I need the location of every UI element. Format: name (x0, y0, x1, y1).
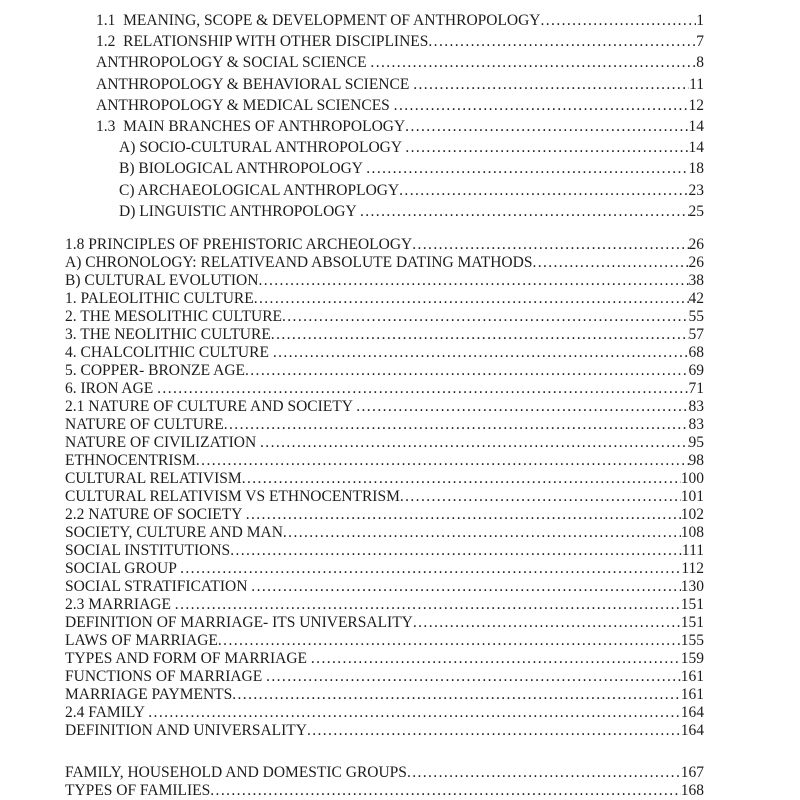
toc-entry[interactable] (65, 201, 704, 222)
toc-entry[interactable] (65, 137, 704, 158)
toc-entry[interactable] (65, 52, 704, 73)
dot-leader (242, 470, 681, 488)
dot-leader (273, 344, 689, 362)
toc-entry-page-number: 167 (680, 764, 704, 782)
toc-entry[interactable] (65, 272, 704, 290)
toc-entry-label: SOCIETY, CULTURE AND MAN (65, 524, 283, 542)
toc-entry-label: SOCIAL INSTITUTIONS (65, 542, 231, 560)
dot-leader (370, 52, 696, 73)
dot-leader (148, 704, 680, 722)
toc-entry-label: D) LINGUISTIC ANTHROPOLOGY (119, 202, 360, 220)
toc-entry[interactable] (65, 10, 704, 31)
dot-leader (271, 326, 689, 344)
toc-entry-label: ANTHROPOLOGY & BEHAVIORAL SCIENCE (96, 75, 414, 93)
toc-entry-label: 1.3 MAIN BRANCHES OF ANTHROPOLOGY (96, 118, 406, 136)
toc-entry[interactable] (65, 326, 704, 344)
dot-leader (175, 596, 681, 614)
dot-leader (428, 31, 696, 52)
toc-entry[interactable] (65, 434, 704, 452)
toc-entry-page-number: 69 (688, 362, 704, 380)
toc-entry-label: FAMILY, HOUSEHOLD AND DOMESTIC GROUPS (65, 764, 407, 782)
dot-leader (282, 308, 689, 326)
toc-entry-page-number: 161 (680, 686, 704, 704)
toc-entry-page-number: 101 (680, 488, 704, 506)
toc-entry[interactable] (65, 398, 704, 416)
dot-leader (266, 668, 681, 686)
dot-leader (230, 542, 682, 560)
toc-entry-page-number: 11 (689, 75, 704, 93)
dot-leader (218, 632, 681, 650)
toc-entry-label: 3. THE NEOLITHIC CULTURE (65, 326, 271, 344)
toc-entry-page-number: 83 (688, 416, 704, 434)
toc-entry-page-number: 42 (688, 290, 704, 308)
toc-entry-page-number: 161 (680, 668, 704, 686)
dot-leader (412, 236, 688, 254)
dot-leader (260, 434, 688, 452)
toc-entry[interactable] (65, 290, 704, 308)
toc-entry[interactable] (65, 488, 704, 506)
dot-leader (254, 290, 689, 308)
toc-entry-page-number: 168 (680, 782, 704, 800)
toc-entry[interactable] (65, 31, 704, 52)
toc-entry[interactable] (65, 764, 704, 782)
toc-entry-label: 1. PALEOLITHIC CULTURE (65, 290, 254, 308)
toc-entry-page-number: 18 (688, 160, 704, 178)
toc-entry-page-number: 83 (688, 398, 704, 416)
toc-entry[interactable] (65, 416, 704, 434)
dot-leader (245, 362, 689, 380)
dot-leader (407, 764, 681, 782)
toc-entry-label: A) CHRONOLOGY: RELATIVEAND ABSOLUTE DATING MATHODS (65, 254, 533, 272)
toc-entry[interactable] (65, 782, 704, 800)
toc-entry-label: 2.1 NATURE OF CULTURE AND SOCIETY (65, 398, 357, 416)
toc-entry-page-number: 55 (688, 308, 704, 326)
toc-entry-label: CULTURAL RELATIVISM (65, 470, 242, 488)
toc-entry-label: ETHNOCENTRISM (65, 452, 196, 470)
dot-leader (360, 201, 689, 222)
toc-entry-page-number: 151 (680, 596, 704, 614)
toc-entry[interactable] (65, 180, 704, 201)
toc-section-chapter-1-overview (65, 10, 704, 222)
toc-entry-page-number: 68 (688, 344, 704, 362)
toc-entry[interactable] (65, 578, 704, 596)
toc-entry-label: ANTHROPOLOGY & SOCIAL SCIENCE (96, 54, 371, 72)
toc-entry[interactable] (65, 542, 704, 560)
dot-leader (251, 578, 680, 596)
toc-entry-page-number: 26 (688, 236, 704, 254)
toc-entry-page-number: 98 (688, 452, 704, 470)
toc-entry-page-number: 14 (688, 139, 704, 157)
toc-entry[interactable] (65, 650, 704, 668)
dot-leader (394, 95, 689, 116)
toc-entry-page-number: 12 (688, 96, 704, 114)
toc-entry-page-number: 25 (688, 202, 704, 220)
toc-entry-page-number: 23 (688, 181, 704, 199)
toc-entry-label: 4. CHALCOLITHIC CULTURE (65, 344, 273, 362)
dot-leader (258, 272, 688, 290)
toc-entry-label: 2.3 MARRIAGE (65, 596, 175, 614)
toc-entry[interactable] (65, 344, 704, 362)
toc-entry[interactable] (65, 95, 704, 116)
toc-entry-label: FUNCTIONS OF MARRIAGE (65, 668, 267, 686)
toc-entry[interactable] (65, 236, 704, 254)
dot-leader (399, 180, 688, 201)
dot-leader (400, 488, 681, 506)
toc-entry-label: SOCIAL GROUP (65, 560, 181, 578)
toc-entry-label: 2. THE MESOLITHIC CULTURE (65, 308, 282, 326)
toc-entry[interactable] (65, 158, 704, 179)
dot-leader (532, 254, 688, 272)
toc-entry-label: NATURE OF CIVILIZATION (65, 434, 261, 452)
toc-entry-page-number: 155 (680, 632, 704, 650)
dot-leader (413, 614, 681, 632)
toc-entry-label: CULTURAL RELATIVISM VS ETHNOCENTRISM (65, 488, 400, 506)
toc-entry-page-number: 108 (680, 524, 704, 542)
toc-entry-page-number: 26 (688, 254, 704, 272)
toc-entry-page-number: 130 (680, 578, 704, 596)
toc-entry-page-number: 164 (680, 704, 704, 722)
toc-entry-page-number: 151 (680, 614, 704, 632)
toc-entry-label: 1.2 RELATIONSHIP WITH OTHER DISCIPLINES (96, 33, 429, 51)
toc-entry-label: B) CULTURAL EVOLUTION (65, 272, 259, 290)
toc-entry-label: B) BIOLOGICAL ANTHROPOLOGY (119, 160, 367, 178)
toc-entry-label: DEFINITION AND UNIVERSALITY (65, 722, 307, 740)
toc-entry[interactable] (65, 380, 704, 398)
dot-leader (283, 524, 681, 542)
toc-entry-label: SOCIAL STRATIFICATION (65, 578, 252, 596)
toc-entry-page-number: 1 (696, 12, 704, 29)
toc-entry[interactable] (65, 722, 704, 740)
toc-entry-label: NATURE OF CULTURE (65, 416, 224, 434)
toc-entry-page-number: 57 (688, 326, 704, 344)
toc-entry[interactable] (65, 614, 704, 632)
toc-entry[interactable] (65, 308, 704, 326)
toc-entry-label: 2.4 FAMILY (65, 704, 149, 722)
dot-leader (405, 116, 688, 137)
toc-entry-label: C) ARCHAEOLOGICAL ANTHROPLOGY (119, 181, 400, 199)
toc-entry-page-number: 102 (680, 506, 704, 524)
toc-entry[interactable] (65, 524, 704, 542)
toc-entry[interactable] (65, 254, 704, 272)
toc-entry-page-number: 71 (688, 380, 704, 398)
toc-entry-page-number: 7 (696, 33, 704, 51)
dot-leader (366, 158, 688, 179)
toc-entry-page-number: 95 (688, 434, 704, 452)
toc-section-main (65, 236, 704, 740)
toc-entry-label: ANTHROPOLOGY & MEDICAL SCIENCES (96, 96, 394, 114)
toc-entry-label: A) SOCIO-CULTURAL ANTHROPOLOGY (119, 139, 406, 157)
toc-entry-page-number: 164 (680, 722, 704, 740)
dot-leader (232, 686, 681, 704)
dot-leader (224, 416, 689, 434)
toc-entry[interactable] (65, 74, 704, 95)
toc-entry-label: TYPES OF FAMILIES (65, 782, 211, 800)
toc-entry-label: 6. IRON AGE (65, 380, 158, 398)
toc-entry-label: TYPES AND FORM OF MARRIAGE (65, 650, 311, 668)
toc-entry-page-number: 112 (681, 560, 704, 578)
toc-section-family-continued (65, 764, 704, 800)
toc-entry-page-number: 100 (680, 470, 704, 488)
toc-entry[interactable] (65, 704, 704, 722)
toc-entry[interactable] (65, 596, 704, 614)
toc-entry-label: MARRIAGE PAYMENTS (65, 686, 233, 704)
toc-entry[interactable] (65, 116, 704, 137)
toc-entry[interactable] (65, 362, 704, 380)
toc-entry-page-number: 8 (696, 54, 704, 72)
toc-entry-label: 2.2 NATURE OF SOCIETY (65, 506, 246, 524)
dot-leader (413, 74, 689, 95)
dot-leader (157, 380, 688, 398)
toc-entry-label: 1.1 MEANING, SCOPE & DEVELOPMENT OF ANTHROPOLOGY (96, 12, 541, 29)
dot-leader (405, 137, 688, 158)
dot-leader (196, 452, 689, 470)
dot-leader (541, 10, 697, 31)
dot-leader (246, 506, 681, 524)
toc-entry-label: 5. COPPER- BRONZE AGE (65, 362, 245, 380)
toc-entry[interactable] (65, 560, 704, 578)
toc-entry-label: LAWS OF MARRIAGE (65, 632, 218, 650)
dot-leader (311, 650, 681, 668)
dot-leader (307, 722, 681, 740)
toc-entry-page-number: 14 (688, 118, 704, 136)
toc-entry-page-number: 111 (681, 542, 704, 560)
toc-entry[interactable] (65, 632, 704, 650)
toc-entry-page-number: 38 (688, 272, 704, 290)
toc-entry[interactable] (65, 452, 704, 470)
toc-entry[interactable] (65, 470, 704, 488)
toc-entry[interactable] (65, 506, 704, 524)
dot-leader (356, 398, 688, 416)
toc-entry-page-number: 159 (680, 650, 704, 668)
toc-entry[interactable] (65, 686, 704, 704)
toc-entry-label: 1.8 PRINCIPLES OF PREHISTORIC ARCHEOLOGY (65, 236, 413, 254)
toc-entry-label: DEFINITION OF MARRIAGE- ITS UNIVERSALITY (65, 614, 413, 632)
dot-leader (210, 782, 680, 800)
toc-entry[interactable] (65, 668, 704, 686)
dot-leader (180, 560, 681, 578)
